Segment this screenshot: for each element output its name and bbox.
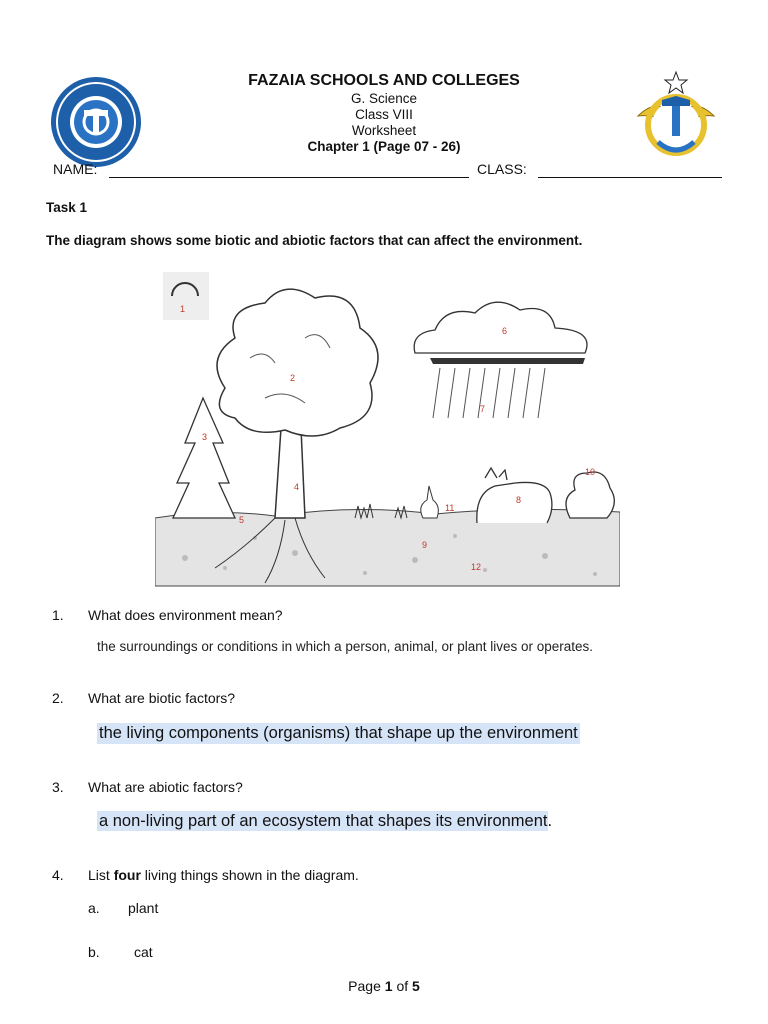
question-4-item-a-answer[interactable]: plant (128, 900, 159, 916)
question-2-text: What are biotic factors? (88, 690, 236, 706)
diagram-label-7: 7 (480, 404, 486, 414)
question-4-text (88, 867, 359, 883)
diagram-label-3: 3 (202, 432, 208, 442)
question-2-number: 2. (52, 690, 64, 706)
chapter-reference: Chapter 1 (Page 07 - 26) (307, 139, 461, 154)
question-4-item-b-answer[interactable]: cat (134, 944, 153, 960)
diagram-label-9: 9 (422, 540, 428, 550)
question-3-text: What are abiotic factors? (88, 779, 243, 795)
task-title: Task 1 (46, 200, 88, 215)
diagram-label-12: 12 (471, 562, 482, 572)
diagram-label-1: 1 (180, 304, 186, 314)
diagram-label-8: 8 (516, 495, 522, 505)
question-1-answer[interactable]: the surroundings or conditions in which a person, animal, or plant lives or operates. (97, 639, 594, 654)
diagram-label-4: 4 (294, 482, 300, 492)
question-4-number: 4. (52, 867, 64, 883)
question-3-answer-wrap[interactable] (97, 812, 552, 831)
diagram-label-6: 6 (502, 326, 508, 336)
question-1-text: What does environment mean? (88, 607, 283, 623)
question-4-item-b-letter: b. (88, 944, 100, 960)
school-title: FAZAIA SCHOOLS AND COLLEGES (248, 72, 520, 89)
class-level: Class VIII (355, 107, 413, 122)
name-field[interactable] (109, 177, 469, 178)
question-4-item-a-letter: a. (88, 900, 100, 916)
question-1-number: 1. (52, 607, 64, 623)
diagram-label-2: 2 (290, 373, 296, 383)
question-2-answer[interactable]: the living components (organisms) that shape up the environment (99, 724, 578, 742)
diagram-label-5: 5 (239, 515, 245, 525)
question-3-answer: a non-living part of an ecosystem that shapes its environment (99, 812, 548, 830)
subject: G. Science (350, 91, 418, 106)
footer-current-page: 1 (384, 978, 393, 994)
diagram-label-11: 11 (445, 503, 455, 513)
class-field[interactable] (538, 177, 722, 178)
class-label: CLASS: (477, 161, 527, 177)
footer-of-label: of (392, 978, 413, 994)
question-4-text-bold: four (113, 867, 141, 883)
diagram-label-10: 10 (585, 467, 596, 477)
page-footer (0, 978, 768, 994)
question-3-answer-period: . (547, 812, 553, 830)
task-intro: The diagram shows some biotic and abiotic factors that can affect the environment. (46, 233, 583, 248)
question-3-number: 3. (52, 779, 64, 795)
ecosystem-diagram (155, 268, 620, 588)
doc-type: Worksheet (351, 123, 417, 138)
question-4-text-pre: List (88, 867, 114, 883)
footer-total-pages: 5 (412, 978, 420, 994)
footer-page-label: Page (348, 978, 385, 994)
name-label: NAME: (53, 161, 98, 177)
question-4-text-post: living things shown in the diagram. (140, 867, 359, 883)
